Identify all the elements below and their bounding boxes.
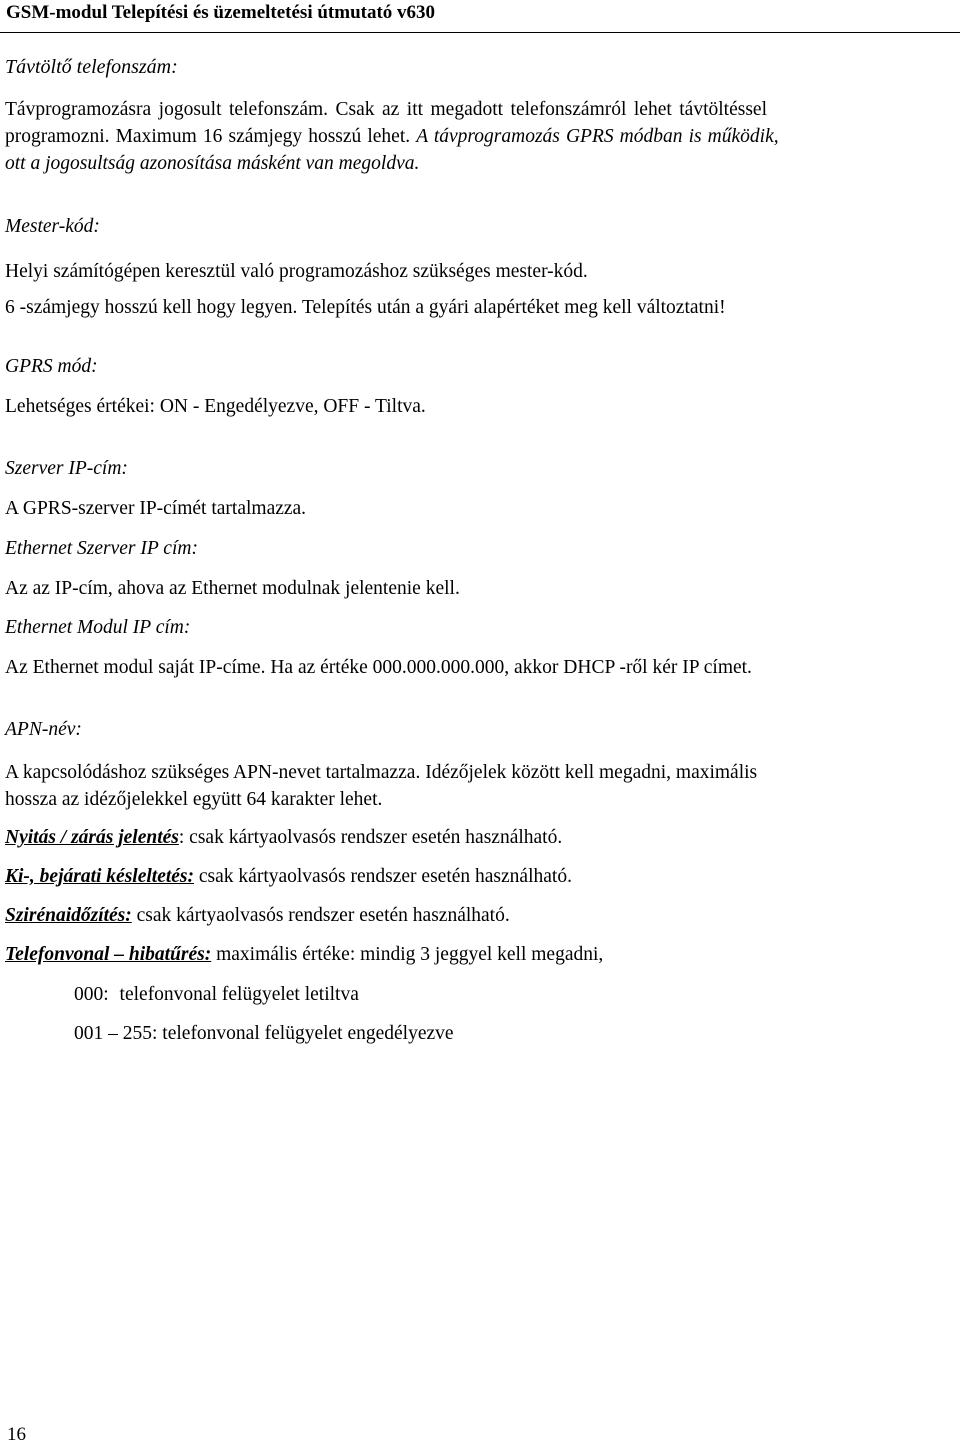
apn-line-2: hossza az idézőjelekkel együtt 64 karakter lehet. xyxy=(5,789,383,810)
mester-line-1: Helyi számítógépen keresztül való programozáshoz szükséges mester-kód. xyxy=(5,261,588,282)
section-body-tavtolto xyxy=(5,96,779,177)
gprs-text: Lehetséges értékei: ON - Engedélyezve, OFF - Tiltva. xyxy=(5,396,426,417)
telefonvonal-line xyxy=(5,944,603,966)
tavtolto-line-1: Távprogramozásra jogosult telefonszám. Csak az itt megadott telefonszámról lehet távtöltéssel xyxy=(5,99,767,120)
tavtolto-line-2a: programozni. Maximum 16 számjegy hosszú lehet. xyxy=(5,126,417,147)
section-body-mester xyxy=(5,254,726,326)
section-heading-eth-modul: Ethernet Modul IP cím: xyxy=(5,617,191,638)
page-number: 16 xyxy=(7,1424,26,1445)
telefonvonal-option-desc: telefonvonal felügyelet engedélyezve xyxy=(162,1023,454,1044)
eth-szerver-text: Az az IP-cím, ahova az Ethernet modulnak jelentenie kell. xyxy=(5,578,460,599)
section-heading-gprs: GPRS mód: xyxy=(5,356,98,377)
tavtolto-line-3: ott a jogosultság azonosítása másként van megoldva. xyxy=(5,153,420,174)
section-heading-tavtolto: Távtöltő telefonszám: xyxy=(5,56,178,78)
telefonvonal-option-code: 001 – 255: xyxy=(74,1023,158,1044)
nyitas-line xyxy=(5,827,562,849)
telefonvonal-option-code: 000: xyxy=(74,984,109,1005)
section-body-apn xyxy=(5,759,757,813)
section-heading-eth-szerver: Ethernet Szerver IP cím: xyxy=(5,538,198,559)
telefonvonal-option-desc: telefonvonal felügyelet letiltva xyxy=(119,984,359,1005)
kibejarati-line xyxy=(5,866,572,888)
nyitas-label: Nyitás / zárás jelentés xyxy=(5,827,179,848)
header-divider xyxy=(0,32,960,33)
tavtolto-line-2b: A távprogramozás GPRS módban is működik, xyxy=(416,126,779,147)
telefonvonal-option-row xyxy=(74,1023,454,1045)
kibejarati-label: Ki-, bejárati késleltetés: xyxy=(5,866,195,887)
section-heading-apn: APN-név: xyxy=(5,719,82,740)
section-heading-szerver: Szerver IP-cím: xyxy=(5,458,128,479)
kibejarati-text: csak kártyaolvasós rendszer esetén használható. xyxy=(194,866,572,887)
sziren-text: csak kártyaolvasós rendszer esetén használható. xyxy=(131,905,510,926)
sziren-label: Szirénaidőzítés: xyxy=(5,905,132,926)
szerver-text: A GPRS-szerver IP-címét tartalmazza. xyxy=(5,498,307,519)
telefonvonal-text: maximális értéke: mindig 3 jeggyel kell megadni, xyxy=(211,944,604,965)
section-heading-mester: Mester-kód: xyxy=(5,216,100,237)
eth-modul-text: Az Ethernet modul saját IP-címe. Ha az értéke 000.000.000.000, akkor DHCP -ről kér IP címet. xyxy=(5,657,752,678)
mester-line-2: 6 -számjegy hosszú kell hogy legyen. Telepítés után a gyári alapértéket meg kell változtatni! xyxy=(5,297,726,318)
telefonvonal-label: Telefonvonal – hibatűrés: xyxy=(5,944,212,965)
nyitas-text: : csak kártyaolvasós rendszer esetén használható. xyxy=(178,827,563,848)
sziren-line xyxy=(5,905,510,927)
telefonvonal-option-row xyxy=(74,984,359,1006)
apn-line-1: A kapcsolódáshoz szükséges APN-nevet tartalmazza. Idézőjelek között kell megadni, maximális xyxy=(5,762,758,783)
tavtolto-line-2 xyxy=(5,123,779,150)
document-header: GSM-modul Telepítési és üzemeltetési útmutató v630 xyxy=(6,2,436,23)
